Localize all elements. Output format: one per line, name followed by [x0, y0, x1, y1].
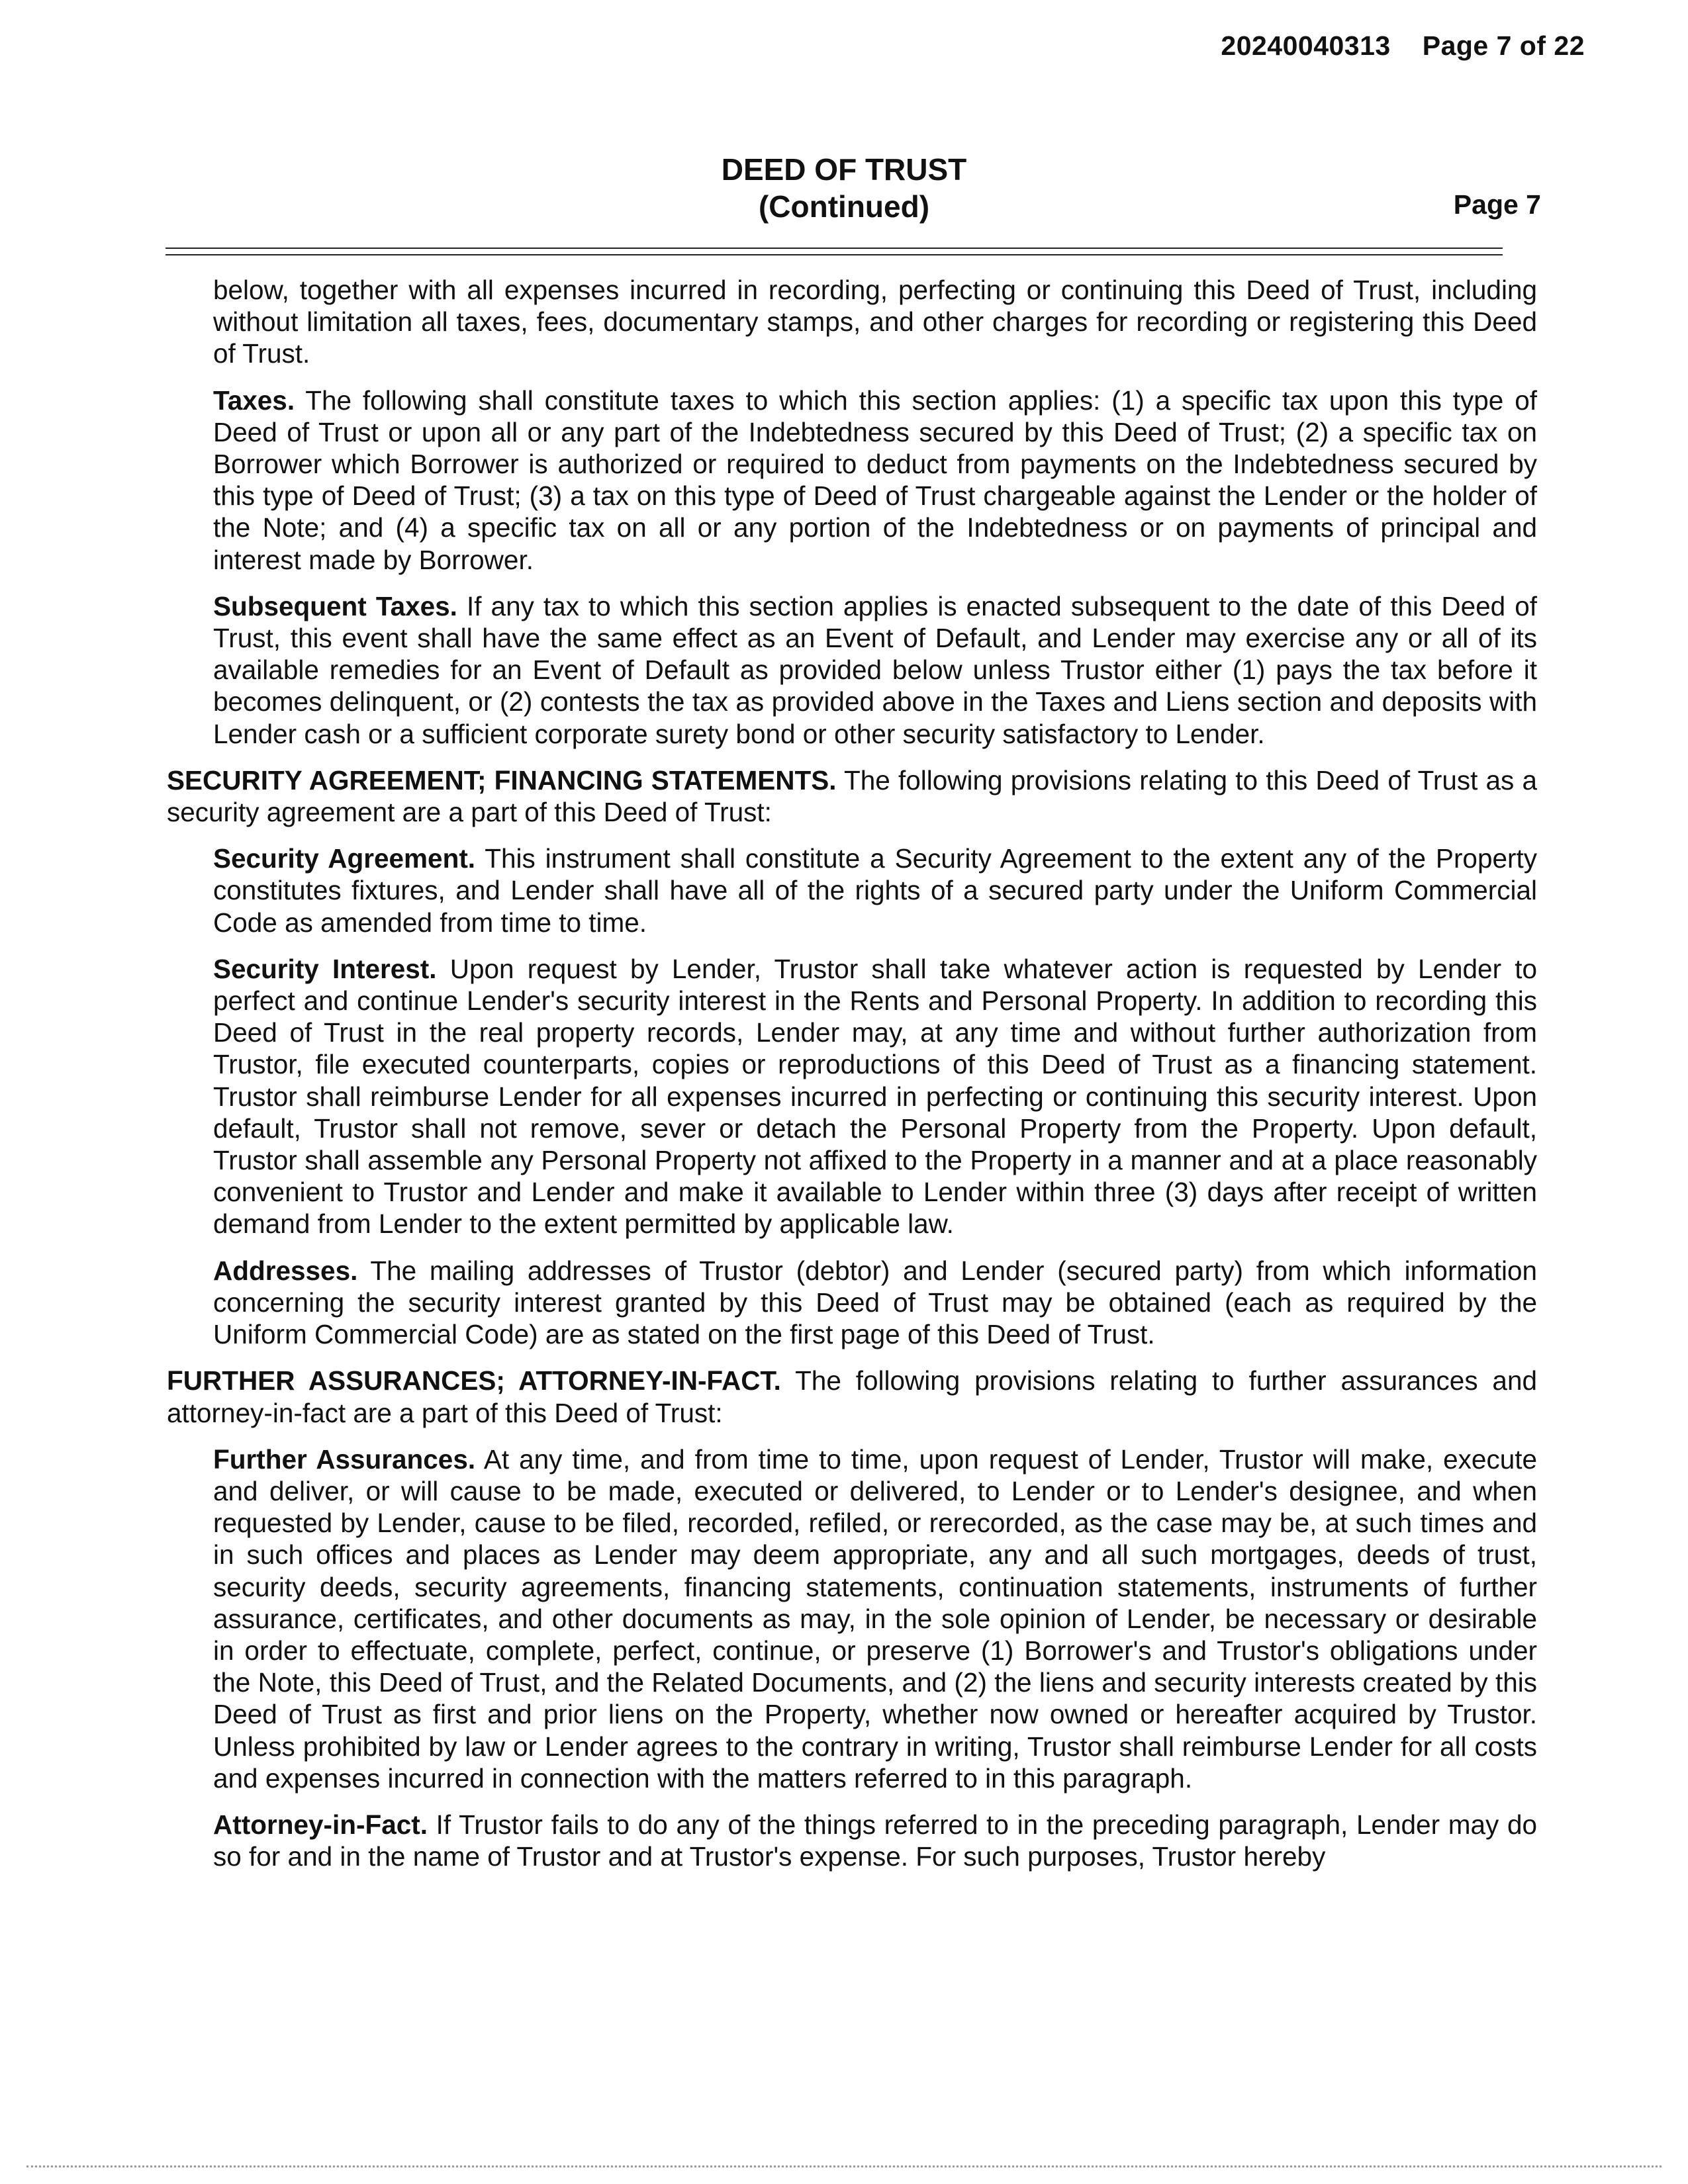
- intro-paragraph: below, together with all expenses incurred in recording, perfecting or continuing this Deed of Trust, including without limitation all taxes, fees, documentary stamps, and other charges for recording or registering this Deed of Trust.: [213, 275, 1537, 369]
- security-agreement-text: This instrument shall constitute a Security Agreement to the extent any of the Property constitutes fixtures, and Lender shall have all of the rights of a secured party under the Uniform Commercial Code as amended from time to time.: [213, 843, 1537, 938]
- header-rule-top: [165, 248, 1503, 249]
- attorney-in-fact-paragraph: [213, 1809, 1537, 1872]
- scan-edge-artifact: [26, 2165, 1662, 2167]
- addresses-lead: Addresses.: [213, 1255, 358, 1286]
- security-agreement-paragraph: [213, 842, 1537, 938]
- subsequent-taxes-paragraph: [213, 590, 1537, 750]
- addresses-text: The mailing addresses of Trustor (debtor) and Lender (secured party) from which information concerning the security interest granted by this Deed of Trust may be obtained (each as required by the Uniform Commercial Code) are as stated on the first page of this Deed of Trust.: [213, 1255, 1537, 1350]
- subsequent-taxes-lead: Subsequent Taxes.: [213, 590, 457, 621]
- taxes-text: The following shall constitute taxes to which this section applies: (1) a specific tax upon this type of Deed of Trust or upon all or any part of the Indebtedness secured by this Deed of Trust; (2) a specific tax on Borrower which Borrower is authorized or required to deduct from payments on the Indebtedness secured by this type of Deed of Trust; (3) a tax on this type of Deed of Trust chargeable against the Lender or the holder of the Note; and (4) a specific tax on all or any portion of the Indebtedness or on payments of principal and interest made by Borrower.: [213, 385, 1537, 575]
- subsequent-taxes-text: If any tax to which this section applies is enacted subsequent to the date of this Deed of Trust, this event shall have the same effect as an Event of Default, and Lender may exercise any or all of its available remedies for an Event of Default as provided below unless Trustor either (1) pays the tax before it becomes delinquent, or (2) contests the tax as provided above in the Taxes and Liens section and deposits with Lender cash or a sufficient corporate surety bond or other security satisfactory to Lender.: [213, 590, 1537, 749]
- recording-header: [1221, 30, 1585, 62]
- taxes-lead: Taxes.: [213, 385, 295, 416]
- further-section-paragraph: [167, 1365, 1537, 1428]
- security-interest-lead: Security Interest.: [213, 953, 437, 984]
- page-label: Page 7: [1453, 189, 1541, 220]
- document-subtitle: (Continued): [758, 189, 930, 224]
- further-section-heading: FURTHER ASSURANCES; ATTORNEY-IN-FACT.: [167, 1365, 781, 1396]
- security-section-heading: SECURITY AGREEMENT; FINANCING STATEMENTS.: [167, 764, 837, 796]
- further-assurances-lead: Further Assurances.: [213, 1443, 476, 1475]
- security-section-paragraph: [167, 764, 1537, 828]
- taxes-paragraph: [213, 385, 1537, 576]
- document-title-block: [0, 151, 1688, 225]
- recording-page: Page 7 of 22: [1422, 30, 1585, 61]
- further-assurances-text: At any time, and from time to time, upon request of Lender, Trustor will make, execute and deliver, or will cause to be made, executed or delivered, to Lender or to Lender's designee, and when requested by Lender, cause to be filed, recorded, refiled, or rerecorded, as the case may be, at such times and in such offices and places as Lender may deem appropriate, any and all such mortgages, deeds of trust, security deeds, security agreements, financing statements, continuation statements, instruments of further assurance, certificates, and other documents as may, in the sole opinion of Lender, be necessary or desirable in order to effectuate, complete, perfect, continue, or preserve (1) Borrower's and Trustor's obligations under the Note, this Deed of Trust, and the Related Documents, and (2) the liens and security interests created by this Deed of Trust as first and prior liens on the Property, whether now owned or hereafter acquired by Trustor. Unless prohibited by law or Lender agrees to the contrary in writing, Trustor shall reimburse Lender for all costs and expenses incurred in connection with the matters referred to in this paragraph.: [213, 1443, 1537, 1794]
- attorney-in-fact-lead: Attorney-in-Fact.: [213, 1809, 428, 1840]
- security-interest-paragraph: [213, 953, 1537, 1240]
- addresses-paragraph: [213, 1255, 1537, 1351]
- further-assurances-paragraph: [213, 1443, 1537, 1794]
- security-interest-text: Upon request by Lender, Trustor shall take whatever action is requested by Lender to perfect and continue Lender's security interest in the Rents and Personal Property. In addition to recording this Deed of Trust in the real property records, Lender may, at any time and without further authorization from Trustor, file executed counterparts, copies or reproductions of this Deed of Trust as a financing statement. Trustor shall reimburse Lender for all expenses incurred in perfecting or continuing this security interest. Upon default, Trustor shall not remove, sever or detach the Personal Property from the Property. Upon default, Trustor shall assemble any Personal Property not affixed to the Property in a manner and at a place reasonably convenient to Trustor and Lender and make it available to Lender within three (3) days after receipt of written demand from Lender to the extent permitted by applicable law.: [213, 953, 1537, 1240]
- security-section-text: The following provisions relating to this Deed of Trust as a security agreement are a part of this Deed of Trust:: [167, 764, 1537, 828]
- recording-number: 20240040313: [1221, 30, 1391, 61]
- header-rule-bottom: [165, 254, 1503, 255]
- document-title: DEED OF TRUST: [721, 152, 967, 187]
- further-section-text: The following provisions relating to further assurances and attorney-in-fact are a part of this Deed of Trust:: [167, 1365, 1537, 1428]
- security-agreement-lead: Security Agreement.: [213, 843, 476, 874]
- document-body: [167, 274, 1537, 1872]
- attorney-in-fact-text: If Trustor fails to do any of the things referred to in the preceding paragraph, Lender may do so for and in the name of Trustor and at Trustor's expense. For such purposes, Trustor hereby: [213, 1809, 1537, 1872]
